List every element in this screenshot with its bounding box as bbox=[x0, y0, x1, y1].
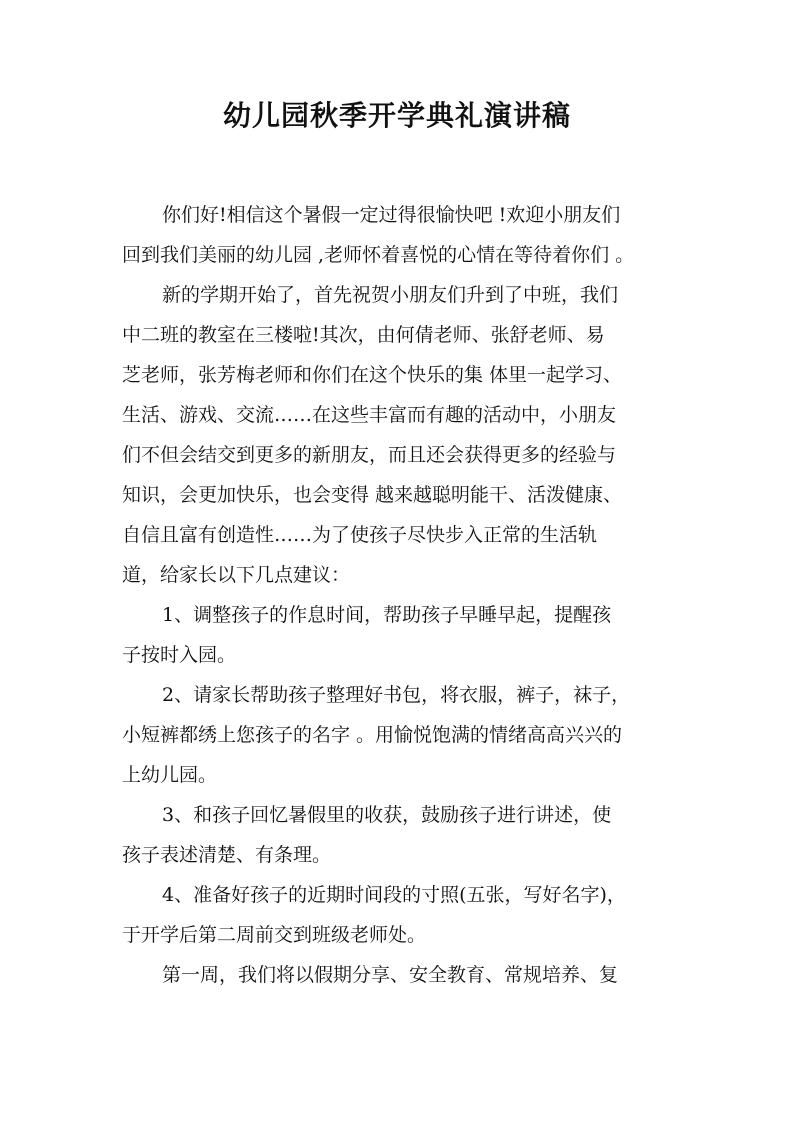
paragraph-2-line-1: 新的学期开始了，首先祝贺小朋友们升到了中班，我们 bbox=[162, 284, 619, 306]
suggestion-2-line-2: 小短裤都绣上您孩子的名字 。用愉悦饱满的情绪高高兴兴的 bbox=[122, 724, 623, 746]
suggestion-4-line-2: 于开学后第二周前交到班级老师处。 bbox=[122, 924, 427, 946]
suggestion-2-line-1: 2、请家长帮助孩子整理好书包，将衣服，裤子，袜子， bbox=[162, 684, 631, 706]
paragraph-1-line-1: 你们好!相信这个暑假一定过得很愉快吧 !欢迎小朋友们 bbox=[162, 204, 621, 226]
document-body bbox=[122, 195, 680, 995]
paragraph-2-line-2: 中二班的教室在三楼啦!其次，由何倩老师、张舒老师、易 bbox=[122, 324, 605, 346]
suggestion-2-line-3: 上幼儿园。 bbox=[122, 764, 218, 786]
suggestion-1-line-2: 子按时入园。 bbox=[122, 644, 237, 666]
paragraph-2-line-7: 自信且富有创造性……为了使孩子尽快步入正常的生活轨 bbox=[122, 524, 598, 546]
suggestion-3-line-2: 孩子表述清楚、有条理。 bbox=[122, 844, 332, 866]
paragraph-2-line-3: 芝老师，张芳梅老师和你们在这个快乐的集 体里一起学习、 bbox=[122, 364, 623, 386]
paragraph-2-line-5: 们不但会结交到更多的新朋友，而且还会获得更多的经验与 bbox=[122, 444, 617, 466]
suggestion-3-line-1: 3、和孩子回忆暑假里的收获，鼓励孩子进行讲述，使 bbox=[162, 804, 612, 826]
paragraph-1-line-2: 回到我们美丽的幼儿园 ,老师怀着喜悦的心情在等待着你们 。 bbox=[122, 244, 635, 266]
suggestion-4-line-1: 4、准备好孩子的近期时间段的寸照(五张，写好名字)， bbox=[162, 884, 626, 906]
suggestion-1-line-1: 1、调整孩子的作息时间，帮助孩子早睡早起，提醒孩 bbox=[162, 604, 612, 626]
paragraph-2-line-6: 知识，会更加快乐，也会变得 越来越聪明能干、活泼健康、 bbox=[122, 484, 623, 506]
paragraph-2-line-4: 生活、游戏、交流……在这些丰富而有趣的活动中，小朋友 bbox=[122, 404, 617, 426]
paragraph-2-line-8: 道，给家长以下几点建议： bbox=[122, 564, 351, 586]
paragraph-last-line-1: 第一周，我们将以假期分享、安全教育、常规培养、复 bbox=[162, 964, 619, 986]
document-title: 幼儿园秋季开学典礼演讲稿 bbox=[222, 99, 571, 132]
